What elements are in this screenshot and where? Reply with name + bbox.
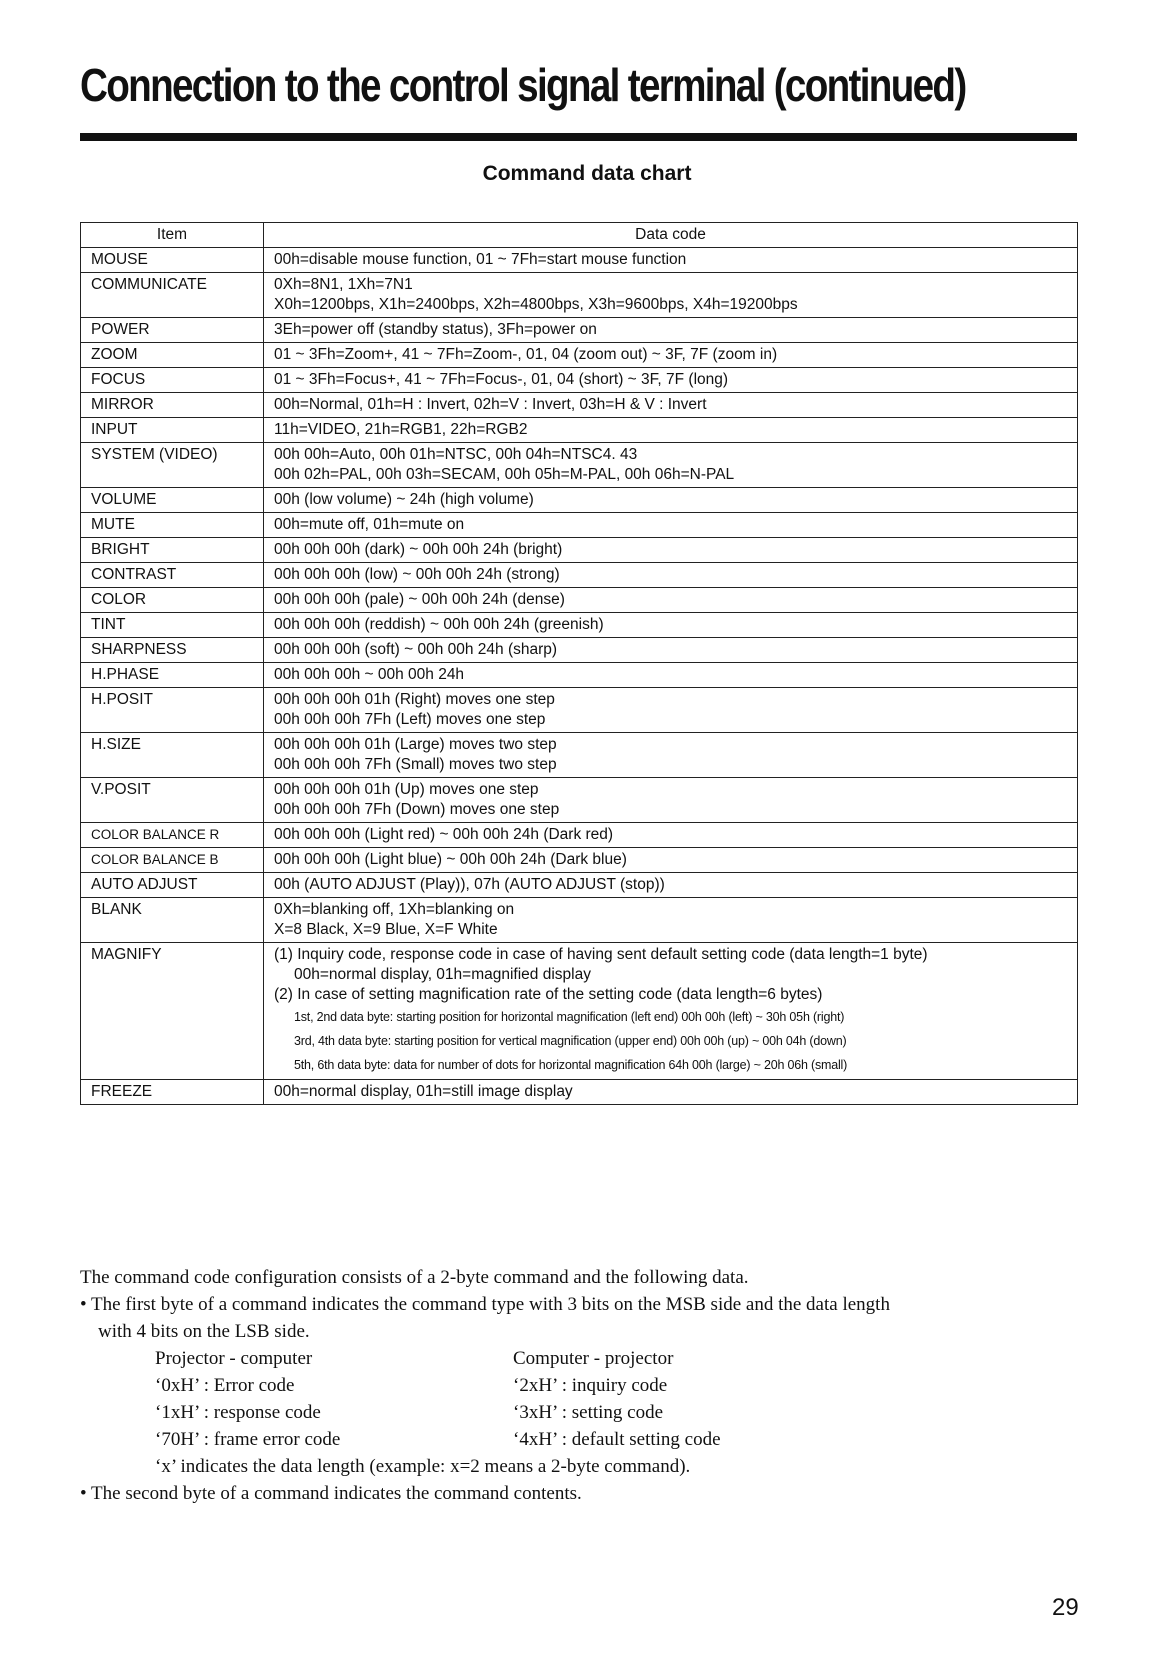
data-code-cell: 00h 00h 00h 01h (Large) moves two step 00h 00h 00h 7Fh (Small) moves two step [264, 733, 1078, 778]
table-row [81, 248, 1078, 273]
table-header-row [81, 223, 1078, 248]
chart-heading: Command data chart [482, 162, 692, 185]
data-code-cell: 00h 00h 00h (pale) ~ 00h 00h 24h (dense) [264, 588, 1078, 613]
item-cell: H.POSIT [81, 688, 264, 733]
item-cell: COMMUNICATE [81, 273, 264, 318]
table-row [81, 513, 1078, 538]
table-row [81, 613, 1078, 638]
item-cell: SHARPNESS [81, 638, 264, 663]
item-cell: H.PHASE [81, 663, 264, 688]
data-code-cell: 00h (low volume) ~ 24h (high volume) [264, 488, 1078, 513]
item-cell: ZOOM [81, 343, 264, 368]
item-cell: MUTE [81, 513, 264, 538]
table-row [81, 823, 1078, 848]
data-code-cell: 00h (AUTO ADJUST (Play)), 07h (AUTO ADJUST (stop)) [264, 873, 1078, 898]
data-code-cell: 00h 00h 00h (soft) ~ 00h 00h 24h (sharp) [264, 638, 1078, 663]
item-cell: BLANK [81, 898, 264, 943]
data-code-cell: 00h 00h 00h (dark) ~ 00h 00h 24h (bright) [264, 538, 1078, 563]
page-title: Connection to the control signal terminal (continued) [80, 59, 966, 111]
data-code-cell: 00h=mute off, 01h=mute on [264, 513, 1078, 538]
item-cell: COLOR [81, 588, 264, 613]
item-cell: POWER [81, 318, 264, 343]
command-type-item: ‘70H’ : frame error code [155, 1429, 341, 1450]
item-cell: FOCUS [81, 368, 264, 393]
table-row [81, 1080, 1078, 1105]
data-code-cell: 00h 00h 00h ~ 00h 00h 24h [264, 663, 1078, 688]
column-header-item: Item [81, 223, 264, 248]
table-row [81, 688, 1078, 733]
command-type-item: ‘3xH’ : setting code [513, 1402, 664, 1423]
data-code-cell: 11h=VIDEO, 21h=RGB1, 22h=RGB2 [264, 418, 1078, 443]
table-row [81, 778, 1078, 823]
command-type-item: ‘4xH’ : default setting code [513, 1429, 721, 1450]
item-cell: V.POSIT [81, 778, 264, 823]
item-cell: FREEZE [81, 1080, 264, 1105]
data-code-cell: 0Xh=blanking off, 1Xh=blanking on X=8 Black, X=9 Blue, X=F White [264, 898, 1078, 943]
data-code-cell: 01 ~ 3Fh=Focus+, 41 ~ 7Fh=Focus-, 01, 04 (short) ~ 3F, 7F (long) [264, 368, 1078, 393]
table-row [81, 588, 1078, 613]
data-code-cell: 3Eh=power off (standby status), 3Fh=power on [264, 318, 1078, 343]
page-number: 29 [1052, 1594, 1079, 1621]
item-cell: VOLUME [81, 488, 264, 513]
table-row [81, 443, 1078, 488]
table-row [81, 273, 1078, 318]
notes-bullet-1-continued: with 4 bits on the LSB side. [98, 1321, 310, 1342]
item-cell: BRIGHT [81, 538, 264, 563]
table-row [81, 733, 1078, 778]
command-type-item: ‘0xH’ : Error code [155, 1375, 295, 1396]
data-code-cell: 00h 00h 00h (reddish) ~ 00h 00h 24h (greenish) [264, 613, 1078, 638]
table-row [81, 873, 1078, 898]
table-row [81, 638, 1078, 663]
table-row [81, 393, 1078, 418]
command-type-item: ‘2xH’ : inquiry code [513, 1375, 668, 1396]
item-cell: AUTO ADJUST [81, 873, 264, 898]
data-code-cell: 00h=disable mouse function, 01 ~ 7Fh=start mouse function [264, 248, 1078, 273]
table-row [81, 663, 1078, 688]
item-cell: SYSTEM (VIDEO) [81, 443, 264, 488]
table-row [81, 563, 1078, 588]
command-type-list [80, 1345, 1080, 1453]
table-row [81, 418, 1078, 443]
data-code-cell: 00h 00h 00h (low) ~ 00h 00h 24h (strong) [264, 563, 1078, 588]
table-row [81, 943, 1078, 1080]
data-code-cell: 00h=Normal, 01h=H : Invert, 02h=V : Invert, 03h=H & V : Invert [264, 393, 1078, 418]
item-cell: MIRROR [81, 393, 264, 418]
item-cell: MAGNIFY [81, 943, 264, 1080]
table-row [81, 538, 1078, 563]
data-code-cell: 00h=normal display, 01h=still image display [264, 1080, 1078, 1105]
command-data-table [80, 222, 1078, 1105]
data-code-cell: 00h 00h 00h 01h (Right) moves one step 00h 00h 00h 7Fh (Left) moves one step [264, 688, 1078, 733]
data-code-cell: 00h 00h=Auto, 00h 01h=NTSC, 00h 04h=NTSC4. 43 00h 02h=PAL, 00h 03h=SECAM, 00h 05h=M-PAL, 00h 06h=N-PAL [264, 443, 1078, 488]
notes-section [80, 1264, 1080, 1507]
notes-bullet-1: • The first byte of a command indicates the command type with 3 bits on the MSB side and the data length [80, 1294, 890, 1315]
table-row [81, 318, 1078, 343]
item-cell: INPUT [81, 418, 264, 443]
notes-bullet-2: • The second byte of a command indicates the command contents. [80, 1483, 582, 1504]
column-header-data-code: Data code [264, 223, 1078, 248]
data-length-note: ‘x’ indicates the data length (example: x=2 means a 2-byte command). [155, 1456, 691, 1477]
table-row [81, 368, 1078, 393]
table-row [81, 488, 1078, 513]
item-cell: CONTRAST [81, 563, 264, 588]
table-row [81, 848, 1078, 873]
data-code-cell: 00h 00h 00h (Light red) ~ 00h 00h 24h (Dark red) [264, 823, 1078, 848]
notes-intro: The command code configuration consists of a 2-byte command and the following data. [80, 1267, 749, 1288]
computer-projector-heading: Computer - projector [513, 1348, 674, 1369]
item-cell: TINT [81, 613, 264, 638]
title-rule [80, 133, 1077, 141]
item-cell: MOUSE [81, 248, 264, 273]
item-cell: COLOR BALANCE B [81, 848, 264, 873]
item-cell: H.SIZE [81, 733, 264, 778]
command-type-item: ‘1xH’ : response code [155, 1402, 321, 1423]
data-code-cell: 01 ~ 3Fh=Zoom+, 41 ~ 7Fh=Zoom-, 01, 04 (zoom out) ~ 3F, 7F (zoom in) [264, 343, 1078, 368]
table-row [81, 898, 1078, 943]
item-cell: COLOR BALANCE R [81, 823, 264, 848]
data-code-cell: 00h 00h 00h 01h (Up) moves one step 00h 00h 00h 7Fh (Down) moves one step [264, 778, 1078, 823]
projector-computer-heading: Projector - computer [155, 1348, 313, 1369]
data-code-cell: (1) Inquiry code, response code in case of having sent default setting code (data length=1 byte) 00h=normal display, 01h=magnified display (2) In case of setting magnification rate of the setting code (data length=6 bytes) 1st, 2nd data byte: starting position for horizontal magnification (left end) 00h 00h (left) ~ 30h 05h (right) 3rd, 4th data byte: starting position for vertical magnification (upper end) 00h 00h (up) ~ 00h 04h (down) 5th, 6th data byte: data for number of dots for horizontal magnification 64h 00h (large) ~ 20h 06h (small) [264, 943, 1078, 1080]
data-code-cell: 0Xh=8N1, 1Xh=7N1 X0h=1200bps, X1h=2400bps, X2h=4800bps, X3h=9600bps, X4h=19200bps [264, 273, 1078, 318]
data-code-cell: 00h 00h 00h (Light blue) ~ 00h 00h 24h (Dark blue) [264, 848, 1078, 873]
table-row [81, 343, 1078, 368]
